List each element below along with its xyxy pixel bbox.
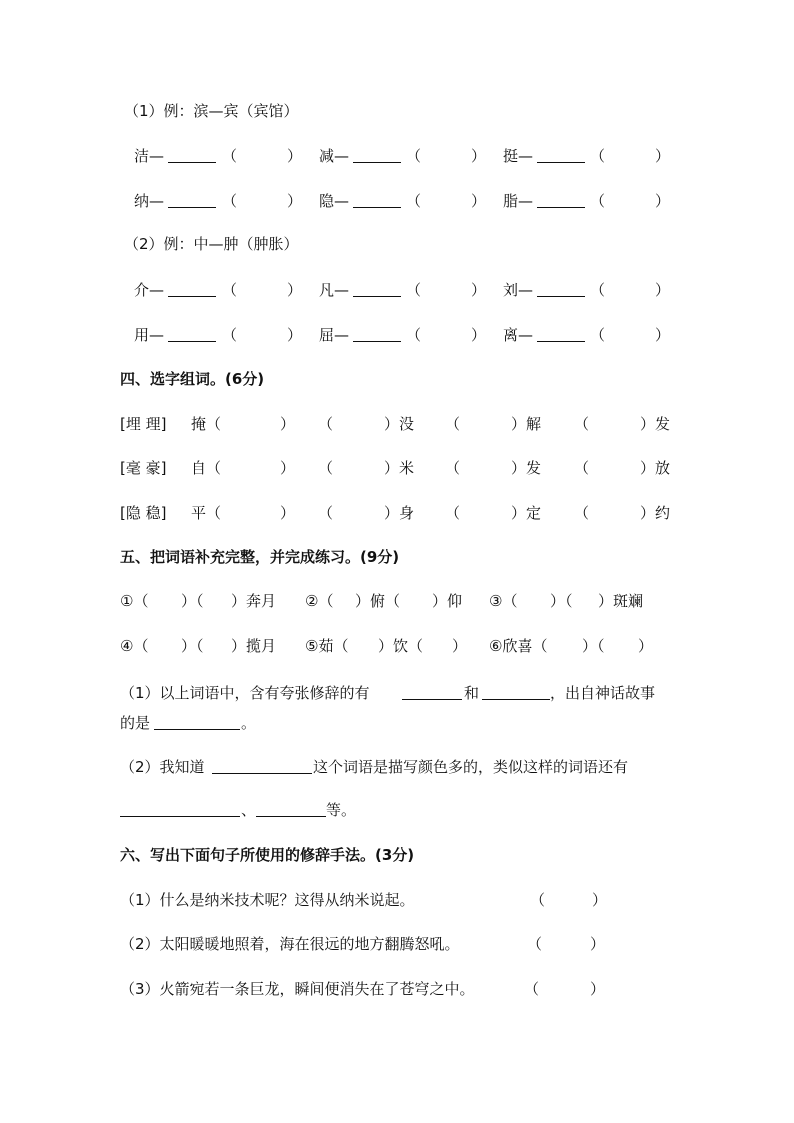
choice-text: ）没 bbox=[384, 415, 415, 433]
paren-close: ） bbox=[655, 326, 671, 344]
example-1: （1）例：滨—宾（宾馆） bbox=[124, 102, 299, 120]
choice-text: 自（ bbox=[191, 459, 222, 477]
idiom-part: ⑥欣喜（ bbox=[489, 637, 548, 655]
sentence-text: （1）什么是纳米技术呢？这得从纳米说起。 bbox=[120, 891, 415, 909]
choice-text: ）定 bbox=[511, 504, 542, 522]
choice-text: （ bbox=[445, 459, 461, 477]
char-label: 屈— bbox=[319, 326, 350, 344]
paren-close: ） bbox=[287, 326, 303, 344]
idiom-part: ）饮（ bbox=[378, 637, 424, 655]
sentence-text: （3）火箭宛若一条巨龙，瞬间便消失在了苍穹之中。 bbox=[120, 980, 475, 998]
char-label: 隐— bbox=[319, 192, 350, 210]
answer-blank[interactable] bbox=[537, 281, 585, 297]
paren-close: ） bbox=[590, 980, 606, 998]
paren-close: ） bbox=[287, 192, 303, 210]
answer-blank[interactable] bbox=[168, 326, 216, 342]
idiom-part: ）（ bbox=[550, 592, 573, 610]
char-label: 介— bbox=[134, 281, 165, 299]
char-label: 凡— bbox=[319, 281, 350, 299]
char-label: 洁— bbox=[134, 147, 165, 165]
paren-close: ） bbox=[655, 192, 671, 210]
question-text: 和 bbox=[464, 684, 480, 702]
question-text: （2）我知道 bbox=[120, 758, 205, 776]
char-label: 挺— bbox=[503, 147, 534, 165]
paren-close: ） bbox=[287, 281, 303, 299]
answer-blank[interactable] bbox=[482, 684, 550, 700]
section-4-heading: 四、选字组词。(6分) bbox=[120, 370, 265, 388]
paren-close: ） bbox=[655, 147, 671, 165]
char-pair: [埋 理] bbox=[120, 415, 167, 433]
answer-blank[interactable] bbox=[353, 281, 401, 297]
choice-text: （ bbox=[574, 415, 590, 433]
choice-text: ）解 bbox=[511, 415, 542, 433]
choice-text: ）放 bbox=[640, 459, 671, 477]
choice-text: （ bbox=[445, 415, 461, 433]
choice-text: ）米 bbox=[384, 459, 415, 477]
idiom-part: ）（ bbox=[582, 637, 605, 655]
idiom-part: ） bbox=[638, 637, 654, 655]
question-text: （1）以上词语中，含有夸张修辞的有 bbox=[120, 684, 370, 702]
char-pair: [毫 豪] bbox=[120, 459, 167, 477]
paren-open: （ bbox=[406, 281, 422, 299]
answer-blank[interactable] bbox=[256, 801, 326, 817]
paren-open: （ bbox=[590, 192, 606, 210]
paren-close: ） bbox=[592, 891, 608, 909]
paren-close: ） bbox=[655, 281, 671, 299]
answer-blank[interactable] bbox=[168, 281, 216, 297]
choice-text: ） bbox=[280, 459, 296, 477]
paren-open: （ bbox=[222, 326, 238, 344]
paren-close: ） bbox=[590, 935, 606, 953]
char-label: 纳— bbox=[134, 192, 165, 210]
paren-close: ） bbox=[471, 192, 487, 210]
idiom-part: ①（ bbox=[120, 592, 149, 610]
idiom-part: ）（ bbox=[181, 592, 204, 610]
answer-blank[interactable] bbox=[402, 684, 462, 700]
choice-text: （ bbox=[318, 415, 334, 433]
answer-blank[interactable] bbox=[120, 801, 240, 817]
choice-text: ）身 bbox=[384, 504, 415, 522]
choice-text: ）约 bbox=[640, 504, 671, 522]
paren-open: （ bbox=[406, 147, 422, 165]
paren-open: （ bbox=[524, 980, 540, 998]
answer-blank[interactable] bbox=[353, 192, 401, 208]
paren-open: （ bbox=[530, 891, 546, 909]
char-label: 刘— bbox=[503, 281, 534, 299]
section-5-heading: 五、把词语补充完整，并完成练习。(9分) bbox=[120, 548, 400, 566]
char-pair: [隐 稳] bbox=[120, 504, 167, 522]
paren-open: （ bbox=[590, 281, 606, 299]
paren-close: ） bbox=[287, 147, 303, 165]
paren-open: （ bbox=[222, 147, 238, 165]
question-text: 的是 bbox=[120, 714, 151, 732]
choice-text: （ bbox=[574, 459, 590, 477]
question-text: 等。 bbox=[326, 801, 357, 819]
question-text: 这个词语是描写颜色多的，类似这样的词语还有 bbox=[313, 758, 629, 776]
idiom-part: ）奔月 bbox=[231, 592, 277, 610]
choice-text: ） bbox=[280, 504, 296, 522]
idiom-part: ③（ bbox=[489, 592, 518, 610]
choice-text: ）发 bbox=[511, 459, 542, 477]
char-label: 脂— bbox=[503, 192, 534, 210]
choice-text: 掩（ bbox=[191, 415, 222, 433]
answer-blank[interactable] bbox=[537, 326, 585, 342]
choice-text: （ bbox=[318, 459, 334, 477]
paren-close: ） bbox=[471, 147, 487, 165]
paren-open: （ bbox=[590, 147, 606, 165]
answer-blank[interactable] bbox=[168, 147, 216, 163]
char-label: 减— bbox=[319, 147, 350, 165]
paren-open: （ bbox=[222, 281, 238, 299]
example-2: （2）例：中—肿（肿胀） bbox=[124, 235, 299, 253]
choice-text: （ bbox=[318, 504, 334, 522]
char-label: 用— bbox=[134, 326, 165, 344]
answer-blank[interactable] bbox=[353, 326, 401, 342]
paren-close: ） bbox=[471, 281, 487, 299]
choice-text: ） bbox=[280, 415, 296, 433]
choice-text: 平（ bbox=[191, 504, 222, 522]
question-text: 。 bbox=[241, 714, 257, 732]
paren-open: （ bbox=[527, 935, 543, 953]
question-text: ，出自神话故事 bbox=[550, 684, 656, 702]
answer-blank[interactable] bbox=[168, 192, 216, 208]
question-text: 、 bbox=[241, 801, 257, 819]
idiom-part: ）斑斓 bbox=[598, 592, 644, 610]
choice-text: （ bbox=[574, 504, 590, 522]
paren-open: （ bbox=[406, 192, 422, 210]
answer-blank[interactable] bbox=[537, 192, 585, 208]
paren-open: （ bbox=[590, 326, 606, 344]
choice-text: ）发 bbox=[640, 415, 671, 433]
sentence-text: （2）太阳暖暖地照着，海在很远的地方翻腾怒吼。 bbox=[120, 935, 460, 953]
choice-text: （ bbox=[445, 504, 461, 522]
idiom-part: ）（ bbox=[181, 637, 204, 655]
paren-open: （ bbox=[406, 326, 422, 344]
answer-blank[interactable] bbox=[537, 147, 585, 163]
idiom-part: ）仰 bbox=[432, 592, 463, 610]
idiom-part: ⑤茹（ bbox=[305, 637, 349, 655]
paren-open: （ bbox=[222, 192, 238, 210]
idiom-part: ）俯（ bbox=[355, 592, 401, 610]
idiom-part: ）揽月 bbox=[231, 637, 277, 655]
answer-blank[interactable] bbox=[212, 758, 312, 774]
answer-blank[interactable] bbox=[154, 714, 240, 730]
idiom-part: ④（ bbox=[120, 637, 149, 655]
idiom-part: ②（ bbox=[305, 592, 334, 610]
answer-blank[interactable] bbox=[353, 147, 401, 163]
paren-close: ） bbox=[471, 326, 487, 344]
section-6-heading: 六、写出下面句子所使用的修辞手法。(3分) bbox=[120, 846, 415, 864]
idiom-part: ） bbox=[452, 637, 468, 655]
char-label: 离— bbox=[503, 326, 534, 344]
